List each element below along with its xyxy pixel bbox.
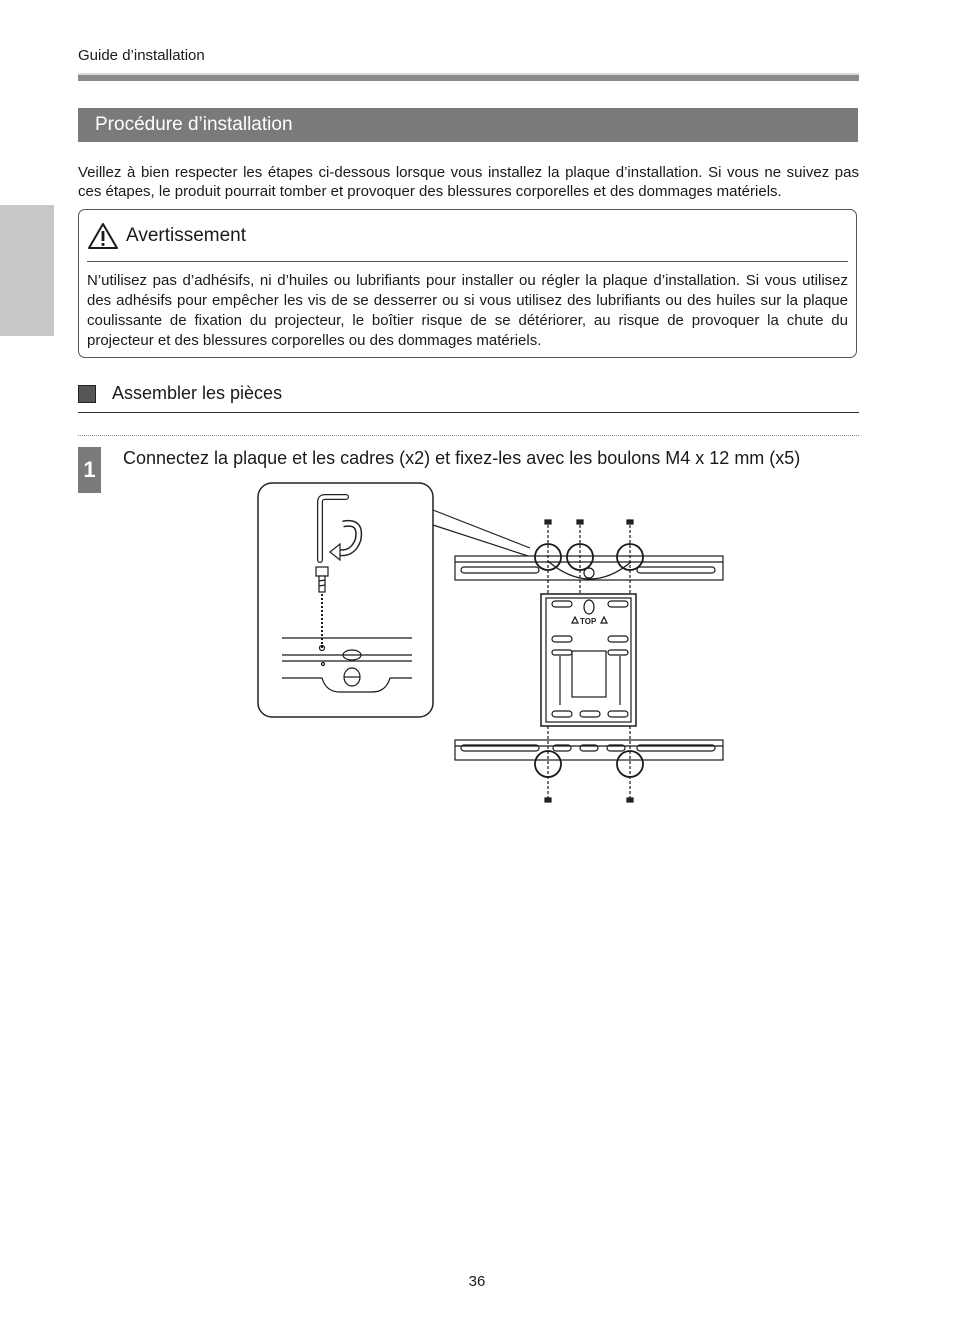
bottom-bolts bbox=[535, 726, 643, 802]
page-number: 36 bbox=[468, 1273, 486, 1290]
header-rule bbox=[78, 73, 859, 81]
warning-title: Avertissement bbox=[126, 225, 247, 246]
assembly-illustration bbox=[250, 478, 740, 823]
intro-paragraph: Veillez à bien respecter les étapes ci-dessous lorsque vous installez la plaque d’installation. Si vous ne suivez pas ces étapes, le produit pourrait tomber et provoquer des blessures corporelles et des dommages matériels. bbox=[78, 164, 859, 200]
top-frame bbox=[455, 556, 723, 580]
bolt-icon bbox=[316, 567, 328, 576]
dotted-divider bbox=[78, 435, 859, 436]
step-number-badge: 1 bbox=[78, 447, 101, 493]
side-tab bbox=[0, 205, 54, 336]
subsection-title: Assembler les pièces bbox=[112, 383, 283, 403]
subsection-rule bbox=[78, 412, 859, 413]
installation-plate bbox=[541, 594, 636, 726]
bottom-frame bbox=[455, 740, 723, 760]
warning-box bbox=[78, 209, 857, 358]
section-title: Procédure d’installation bbox=[95, 114, 293, 135]
warning-triangle-icon bbox=[87, 222, 119, 255]
subsection-marker-icon bbox=[78, 385, 96, 403]
section-header-bar bbox=[78, 108, 858, 142]
step-instruction: Connectez la plaque et les cadres (x2) et fixez-les avec les boulons M4 x 12 mm (x5) bbox=[123, 448, 801, 468]
running-header: Guide d’installation bbox=[78, 47, 205, 64]
warning-text: N’utilisez pas d’adhésifs, ni d’huiles ou lubrifiants pour installer ou régler la plaque d’installation. Si vous utilisez des adhésifs pour empêcher les vis de se desserrer ou si vous utilisez des lubrifiants ou des huiles sur la plaque coulissante de fixation du projecteur, le boîtier risque de se détériorer, au risque de provoquer la chute du projecteur et des blessures corporelles ou des dommages matériels. bbox=[87, 272, 848, 349]
warning-divider bbox=[87, 261, 848, 262]
plate-top-label: TOP bbox=[580, 617, 597, 626]
